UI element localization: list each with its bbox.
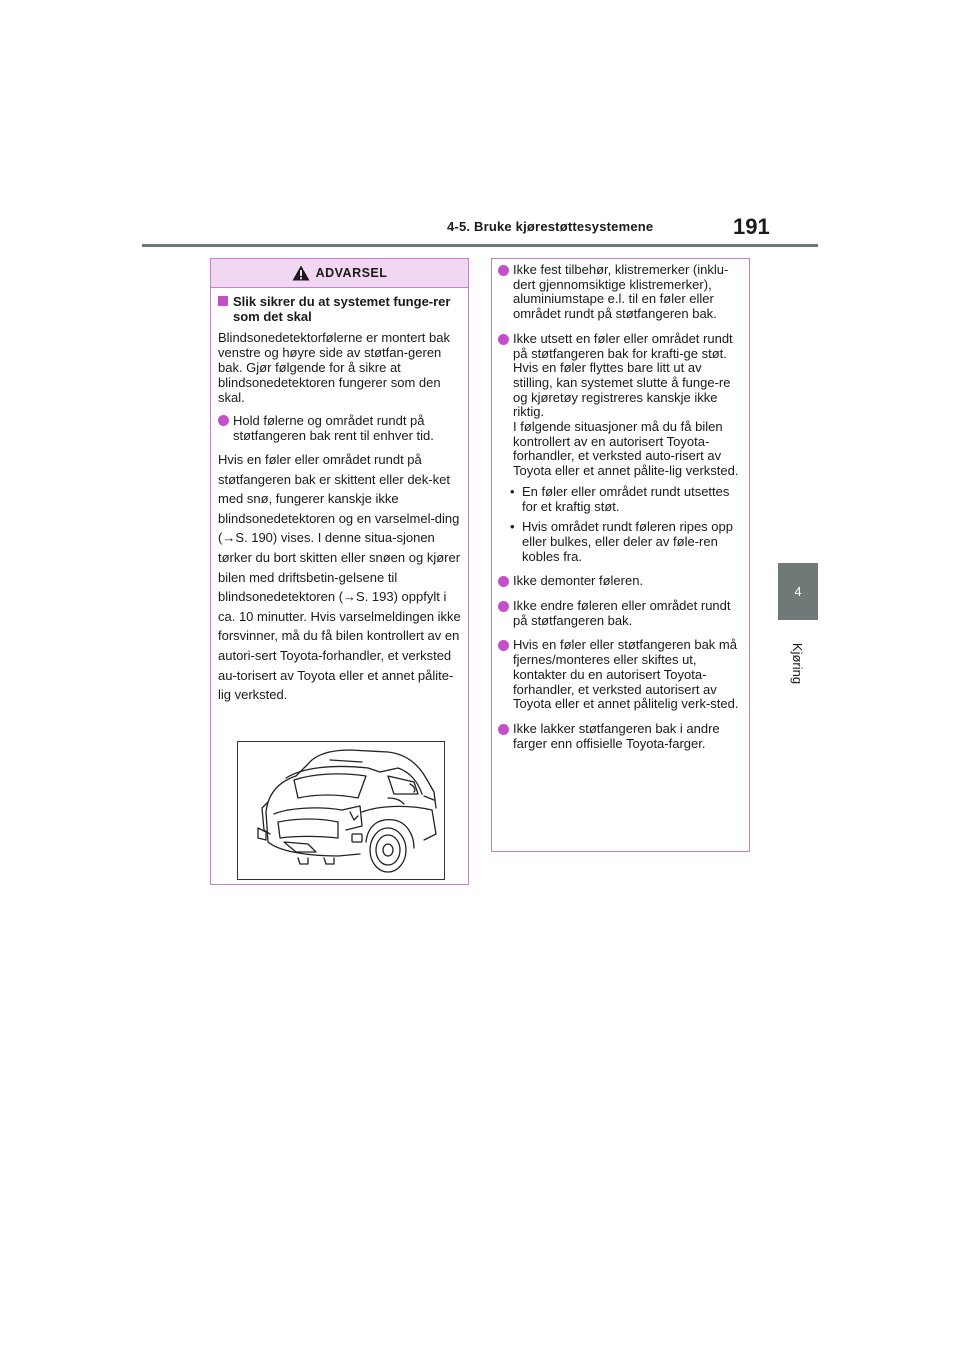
square-bullet-icon: [218, 296, 228, 306]
list-item-text: Ikke demonter føleren.: [513, 573, 644, 589]
list-item-text: Ikke fest tilbehør, klistremerker (inklu-dert gjennomsiktige klistremerker), aluminiumstape e.l. til en føler eller området rundt på støtfangeren bak.: [513, 262, 729, 322]
warning-subheading: [218, 294, 461, 324]
chapter-label: [778, 628, 818, 698]
car-rear-illustration: [237, 741, 445, 880]
round-bullet-icon: [498, 334, 509, 345]
warning-body: [211, 288, 468, 705]
warning-title: ADVARSEL: [315, 266, 388, 280]
section-title: 4-5. Bruke kjørestøttesystemene: [447, 219, 654, 234]
dash-item-text: En føler eller området rundt utsettes for et kraftig støt.: [522, 483, 730, 514]
list-item-text-b: Hvis en føler flyttes bare litt ut av stilling, kan systemet slutte å funge-re og kjøretøy registreres kanskje ikke riktig.: [513, 360, 731, 420]
list-item: [498, 263, 741, 322]
list-item: [498, 722, 741, 751]
dash-item-text: Hvis området rundt føleren ripes opp eller bulkes, eller deler av føle-ren kobles fra.: [522, 519, 733, 564]
list-item-text: [513, 332, 741, 479]
list-item: [498, 574, 741, 589]
list-item: [498, 638, 741, 712]
round-bullet-icon: [498, 265, 509, 276]
list-item-text: Hvis en føler eller støtfangeren bak må fjernes/monteres eller skiftes ut, kontakter du en autorisert Toyota-forhandler, et verksted autorisert av Toyota eller et annet pålitelig verk-sted.: [513, 637, 739, 712]
list-item: [498, 332, 741, 479]
dash-item: [510, 520, 741, 564]
warning-header: [211, 259, 468, 288]
chapter-label-text: Kjøring: [790, 642, 806, 684]
header-rule: [142, 244, 818, 247]
warning-intro: Blindsonedetektorfølerne er montert bak venstre og høyre side av støtfan-geren bak. Gjør følgende for å sikre at blindsonedetektoren fungerer som den skal.: [218, 330, 450, 405]
dash-marker: •: [510, 483, 515, 499]
page-number: 191: [733, 214, 770, 239]
chapter-number-tab: 4: [778, 563, 818, 620]
warning-box: [210, 258, 469, 885]
warning-bullet-text: Hold følerne og området rundt på støtfangeren bak rent til enhver tid.: [233, 413, 434, 443]
list-item-text-c: I følgende situasjoner må du få bilen kontrollert av en autorisert Toyota-forhandler, et verksted auto-risert av Toyota eller et annet pålite-lig verksted.: [513, 419, 739, 479]
list-item-text: Ikke endre føleren eller området rundt på støtfangeren bak.: [513, 598, 731, 628]
warning-subheading-text: Slik sikrer du at systemet funge-rer som det skal: [233, 294, 451, 324]
warning-body-text: Hvis en føler eller området rundt på støtfangeren bak er skittent eller dek-ket med snø, fungerer kanskje ikke blindsonedetektoren og en varselmel-ding (→S. 190) vises. I denne situa-sjonen tørker du bort skitten eller snøen og kjører bilen med driftsbetin-gelsene til blindsonedetektoren (→S. 193) oppfylt i ca. 10 minutter. Hvis varselmeldingen ikke forsvinner, må du få bilen kontrollert av en autori-sert Toyota-forhandler, et verksted au-torisert av Toyota eller et annet pålite-lig verksted.: [218, 452, 461, 703]
round-bullet-icon: [498, 576, 509, 587]
list-item: [498, 599, 741, 628]
round-bullet-icon: [218, 415, 229, 426]
warning-triangle-icon: [292, 265, 310, 281]
precautions-box: [491, 258, 750, 852]
list-item-text-a: Ikke utsett en føler eller området rundt på støtfangeren bak for krafti-ge støt.: [513, 330, 733, 361]
round-bullet-icon: [498, 724, 509, 735]
warning-bullet: [218, 413, 461, 443]
round-bullet-icon: [498, 640, 509, 651]
dash-item: [510, 485, 741, 514]
round-bullet-icon: [498, 601, 509, 612]
list-item-text: Ikke lakker støtfangeren bak i andre farger enn offisielle Toyota-farger.: [513, 720, 720, 751]
dash-marker: •: [510, 519, 515, 535]
